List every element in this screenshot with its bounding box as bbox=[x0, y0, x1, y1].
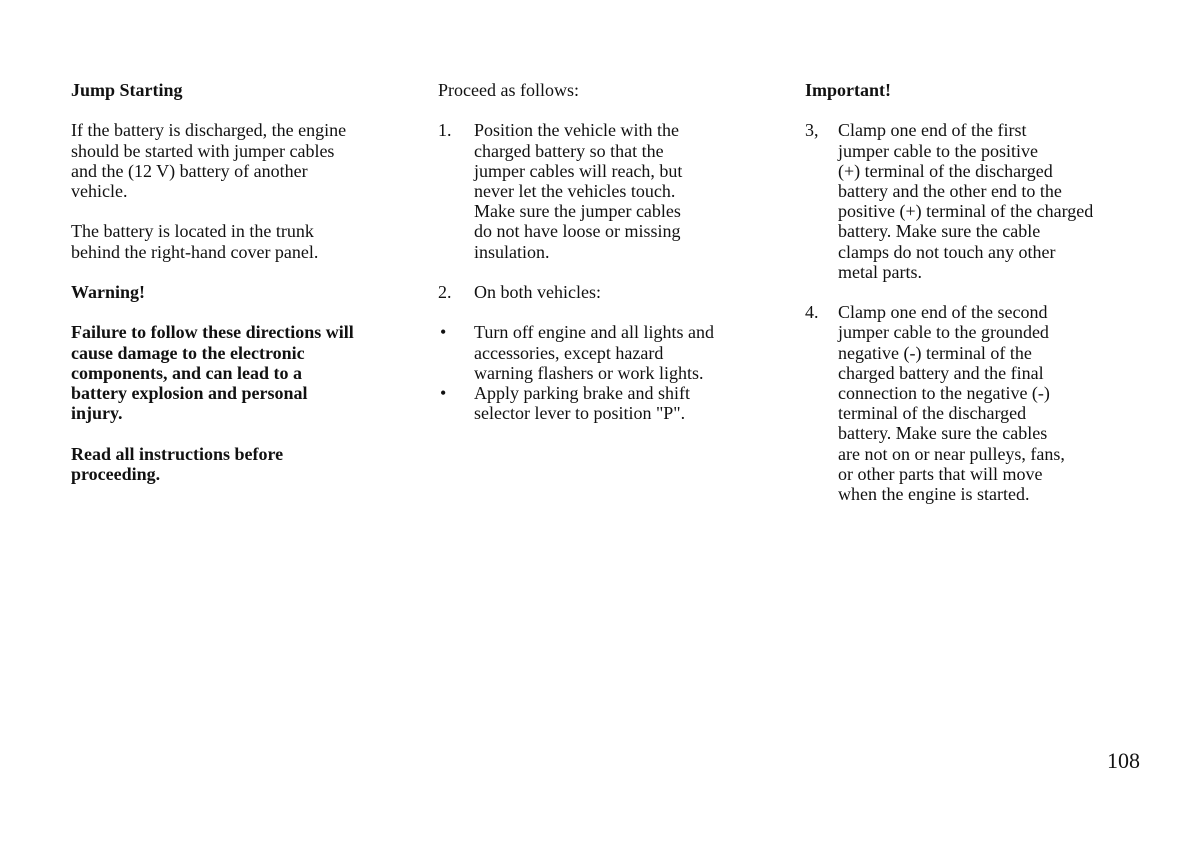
text-line: jumper cable to the grounded bbox=[838, 322, 1049, 343]
section-title-jump-starting: Jump Starting bbox=[71, 80, 183, 100]
text-line: components, and can lead to a bbox=[71, 362, 303, 383]
step-3 bbox=[805, 120, 1145, 282]
text-line: Apply parking brake and shift bbox=[474, 383, 690, 403]
text-line: are not on or near pulleys, fans, bbox=[838, 443, 1065, 464]
text-line: selector lever to position "P". bbox=[474, 403, 686, 424]
text-line: Position the vehicle with the bbox=[474, 120, 679, 141]
text-line: behind the right-hand cover panel. bbox=[71, 241, 319, 262]
text-line: warning flashers or work lights. bbox=[474, 362, 704, 383]
text-line: battery explosion and personal bbox=[71, 382, 308, 403]
text-line: Turn off engine and all lights and bbox=[474, 322, 714, 343]
text-line: The battery is located in the trunk bbox=[71, 221, 314, 242]
text-line: accessories, except hazard bbox=[474, 342, 664, 363]
text-line: connection to the negative (-) bbox=[838, 383, 1050, 404]
procedure-intro: Proceed as follows: bbox=[438, 80, 579, 100]
text-line: terminal of the discharged bbox=[838, 403, 1027, 424]
column-procedure bbox=[438, 80, 778, 423]
step-number: 1. bbox=[438, 120, 452, 141]
text-line: charged battery so that the bbox=[474, 140, 664, 161]
bullet-icon: • bbox=[440, 383, 447, 403]
battery-location-paragraph bbox=[71, 221, 411, 261]
column-jump-starting bbox=[71, 80, 411, 484]
text-line: negative (-) terminal of the bbox=[838, 342, 1032, 363]
step-2 bbox=[438, 282, 778, 302]
text-line: insulation. bbox=[474, 241, 550, 262]
text-line: should be started with jumper cables bbox=[71, 140, 335, 161]
text-line: injury. bbox=[71, 403, 123, 424]
text-line: On both vehicles: bbox=[474, 282, 601, 302]
intro-paragraph bbox=[71, 120, 411, 201]
text-line: battery and the other end to the bbox=[838, 181, 1062, 201]
step-number: 4. bbox=[805, 302, 819, 323]
text-line: jumper cables will reach, but bbox=[474, 160, 683, 181]
step-4 bbox=[805, 302, 1145, 504]
warning-paragraph bbox=[71, 322, 411, 423]
bullet-icon: • bbox=[440, 322, 447, 343]
step-number: 2. bbox=[438, 282, 452, 302]
bullet-item bbox=[438, 383, 778, 423]
step-number: 3, bbox=[805, 120, 819, 141]
warning-title: Warning! bbox=[71, 281, 146, 302]
read-instructions-paragraph bbox=[71, 444, 411, 484]
text-line: or other parts that will move bbox=[838, 463, 1043, 484]
step-1 bbox=[438, 120, 778, 261]
text-line: charged battery and the final bbox=[838, 362, 1044, 383]
text-line: and the (12 V) battery of another bbox=[71, 160, 308, 181]
text-line: never let the vehicles touch. bbox=[474, 181, 676, 201]
text-line: when the engine is started. bbox=[838, 484, 1030, 505]
text-line: Clamp one end of the first bbox=[838, 120, 1027, 141]
text-line: clamps do not touch any other bbox=[838, 241, 1056, 262]
text-line: positive (+) terminal of the charged bbox=[838, 201, 1094, 222]
text-line: Clamp one end of the second bbox=[838, 302, 1048, 323]
text-line: metal parts. bbox=[838, 261, 922, 282]
text-line: Failure to follow these directions will bbox=[71, 322, 354, 343]
bullet-item bbox=[438, 322, 778, 383]
column-important bbox=[805, 80, 1145, 504]
important-title: Important! bbox=[805, 80, 891, 100]
text-line: (+) terminal of the discharged bbox=[838, 160, 1053, 181]
text-line: vehicle. bbox=[71, 181, 128, 201]
text-line: Make sure the jumper cables bbox=[474, 201, 681, 222]
text-line: battery. Make sure the cables bbox=[838, 423, 1048, 444]
text-line: Read all instructions before bbox=[71, 443, 284, 464]
text-line: proceeding. bbox=[71, 463, 161, 484]
text-line: do not have loose or missing bbox=[474, 221, 681, 242]
text-line: battery. Make sure the cable bbox=[838, 221, 1041, 242]
page-number: 108 bbox=[1107, 748, 1140, 773]
text-line: If the battery is discharged, the engine bbox=[71, 120, 347, 141]
text-line: jumper cable to the positive bbox=[838, 140, 1038, 161]
text-line: cause damage to the electronic bbox=[71, 342, 305, 363]
